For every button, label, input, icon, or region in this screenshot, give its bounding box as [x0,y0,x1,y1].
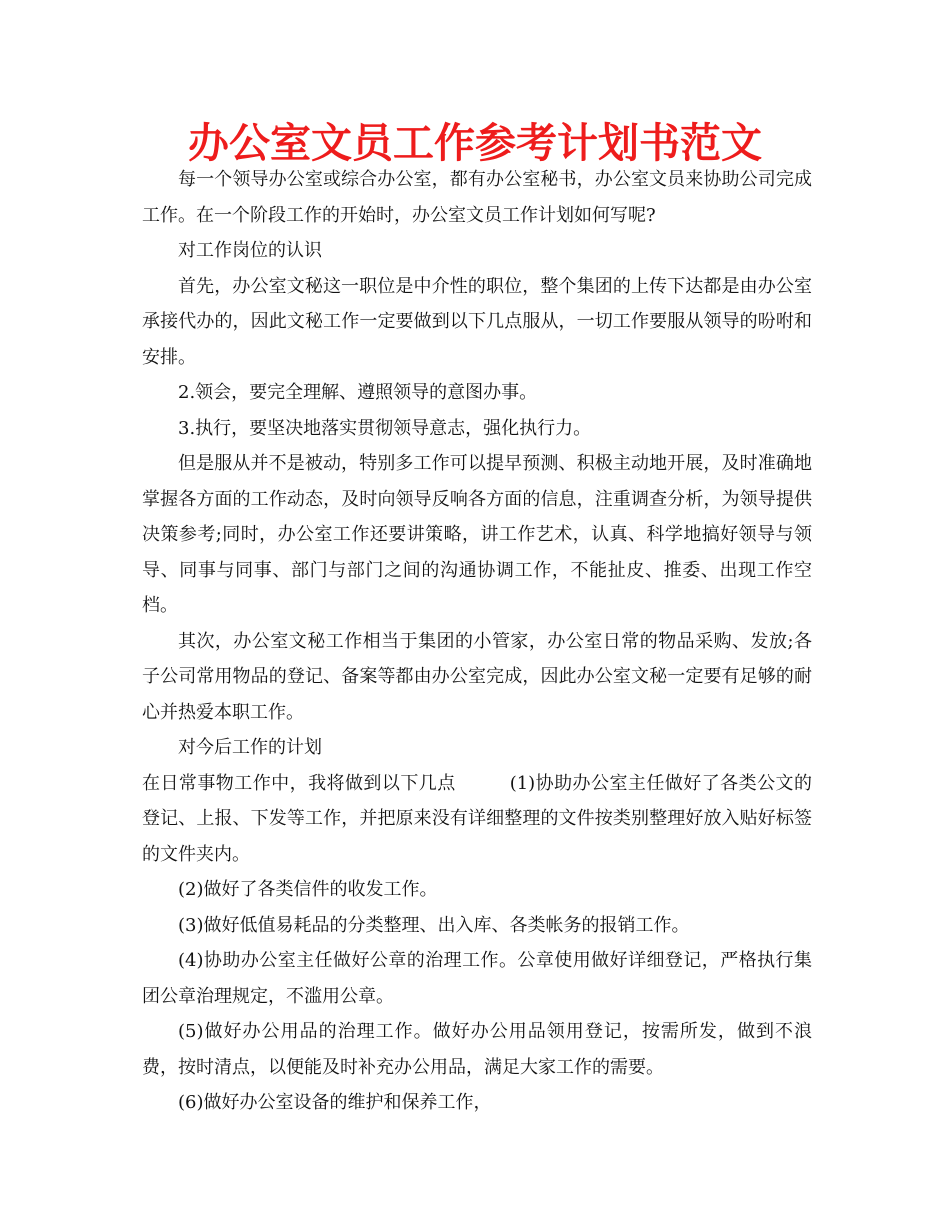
document-title: 办公室文员工作参考计划书范文 [188,119,762,167]
paragraph-second: 其次，办公室文秘工作相当于集团的小管家，办公室日常的物品采购、发放;各子公司常用物品的登记、备案等都由办公室完成，因此办公室文秘一定要有足够的耐心并热爱本职工作。 [142,630,812,723]
section-heading-plan: 对今后工作的计划 [178,737,322,758]
section-heading-role: 对工作岗位的认识 [178,240,322,261]
paragraph-plan-item-4: (4)协助办公室主任做好公章的治理工作。公章使用做好详细登记，严格执行集团公章治理规定，不滥用公章。 [142,950,812,1007]
paragraph-intro: 每一个领导办公室或综合办公室，都有办公室秘书，办公室文员来协助公司完成工作。在一个阶段工作的开始时，办公室文员工作计划如何写呢? [142,169,812,226]
paragraph-point-3: 3.执行，要坚决地落实贯彻领导意志，强化执行力。 [178,417,592,439]
paragraph-initiative: 但是服从并不是被动，特别多工作可以提早预测、积极主动地开展，及时准确地掌握各方面的工作动态，及时向领导反响各方面的信息，注重调查分析，为领导提供决策参考;同时，办公室工作还要讲策略，讲工作艺术，认真、科学地搞好领导与领导、同事与同事、部门与部门之间的沟通协调工作，不能扯皮、推委、出现工作空档。 [142,453,812,616]
paragraph-plan-item-1 [142,766,812,873]
paragraph-point-2: 2.领会，要完全理解、遵照领导的意图办事。 [178,382,538,403]
paragraph-plan-item-5: (5)做好办公用品的治理工作。做好办公用品领用登记，按需所发，做到不浪费，按时清点，以便能及时补充办公用品，满足大家工作的需要。 [142,1021,812,1078]
paragraph-plan-item-6: (6)做好办公室设备的维护和保养工作， [178,1092,492,1113]
plan-item-1-text: (1)协助办公室主任做好了各类公文的登记、上报、下发等工作，并把原来没有详细整理的文件按类别整理好放入贴好标签的文件夹内。 [142,772,812,865]
document-body [142,162,812,1121]
plan-lead-text: 在日常事物工作中，我将做到以下几点 [142,772,456,794]
paragraph-plan-item-2: (2)做好了各类信件的收发工作。 [178,879,438,900]
paragraph-first: 首先，办公室文秘这一职位是中介性的职位，整个集团的上传下达都是由办公室承接代办的，因此文秘工作一定要做到以下几点服从，一切工作要服从领导的吩咐和安排。 [142,275,812,368]
paragraph-plan-item-3: (3)做好低值易耗品的分类整理、出入库、各类帐务的报销工作。 [178,914,690,936]
